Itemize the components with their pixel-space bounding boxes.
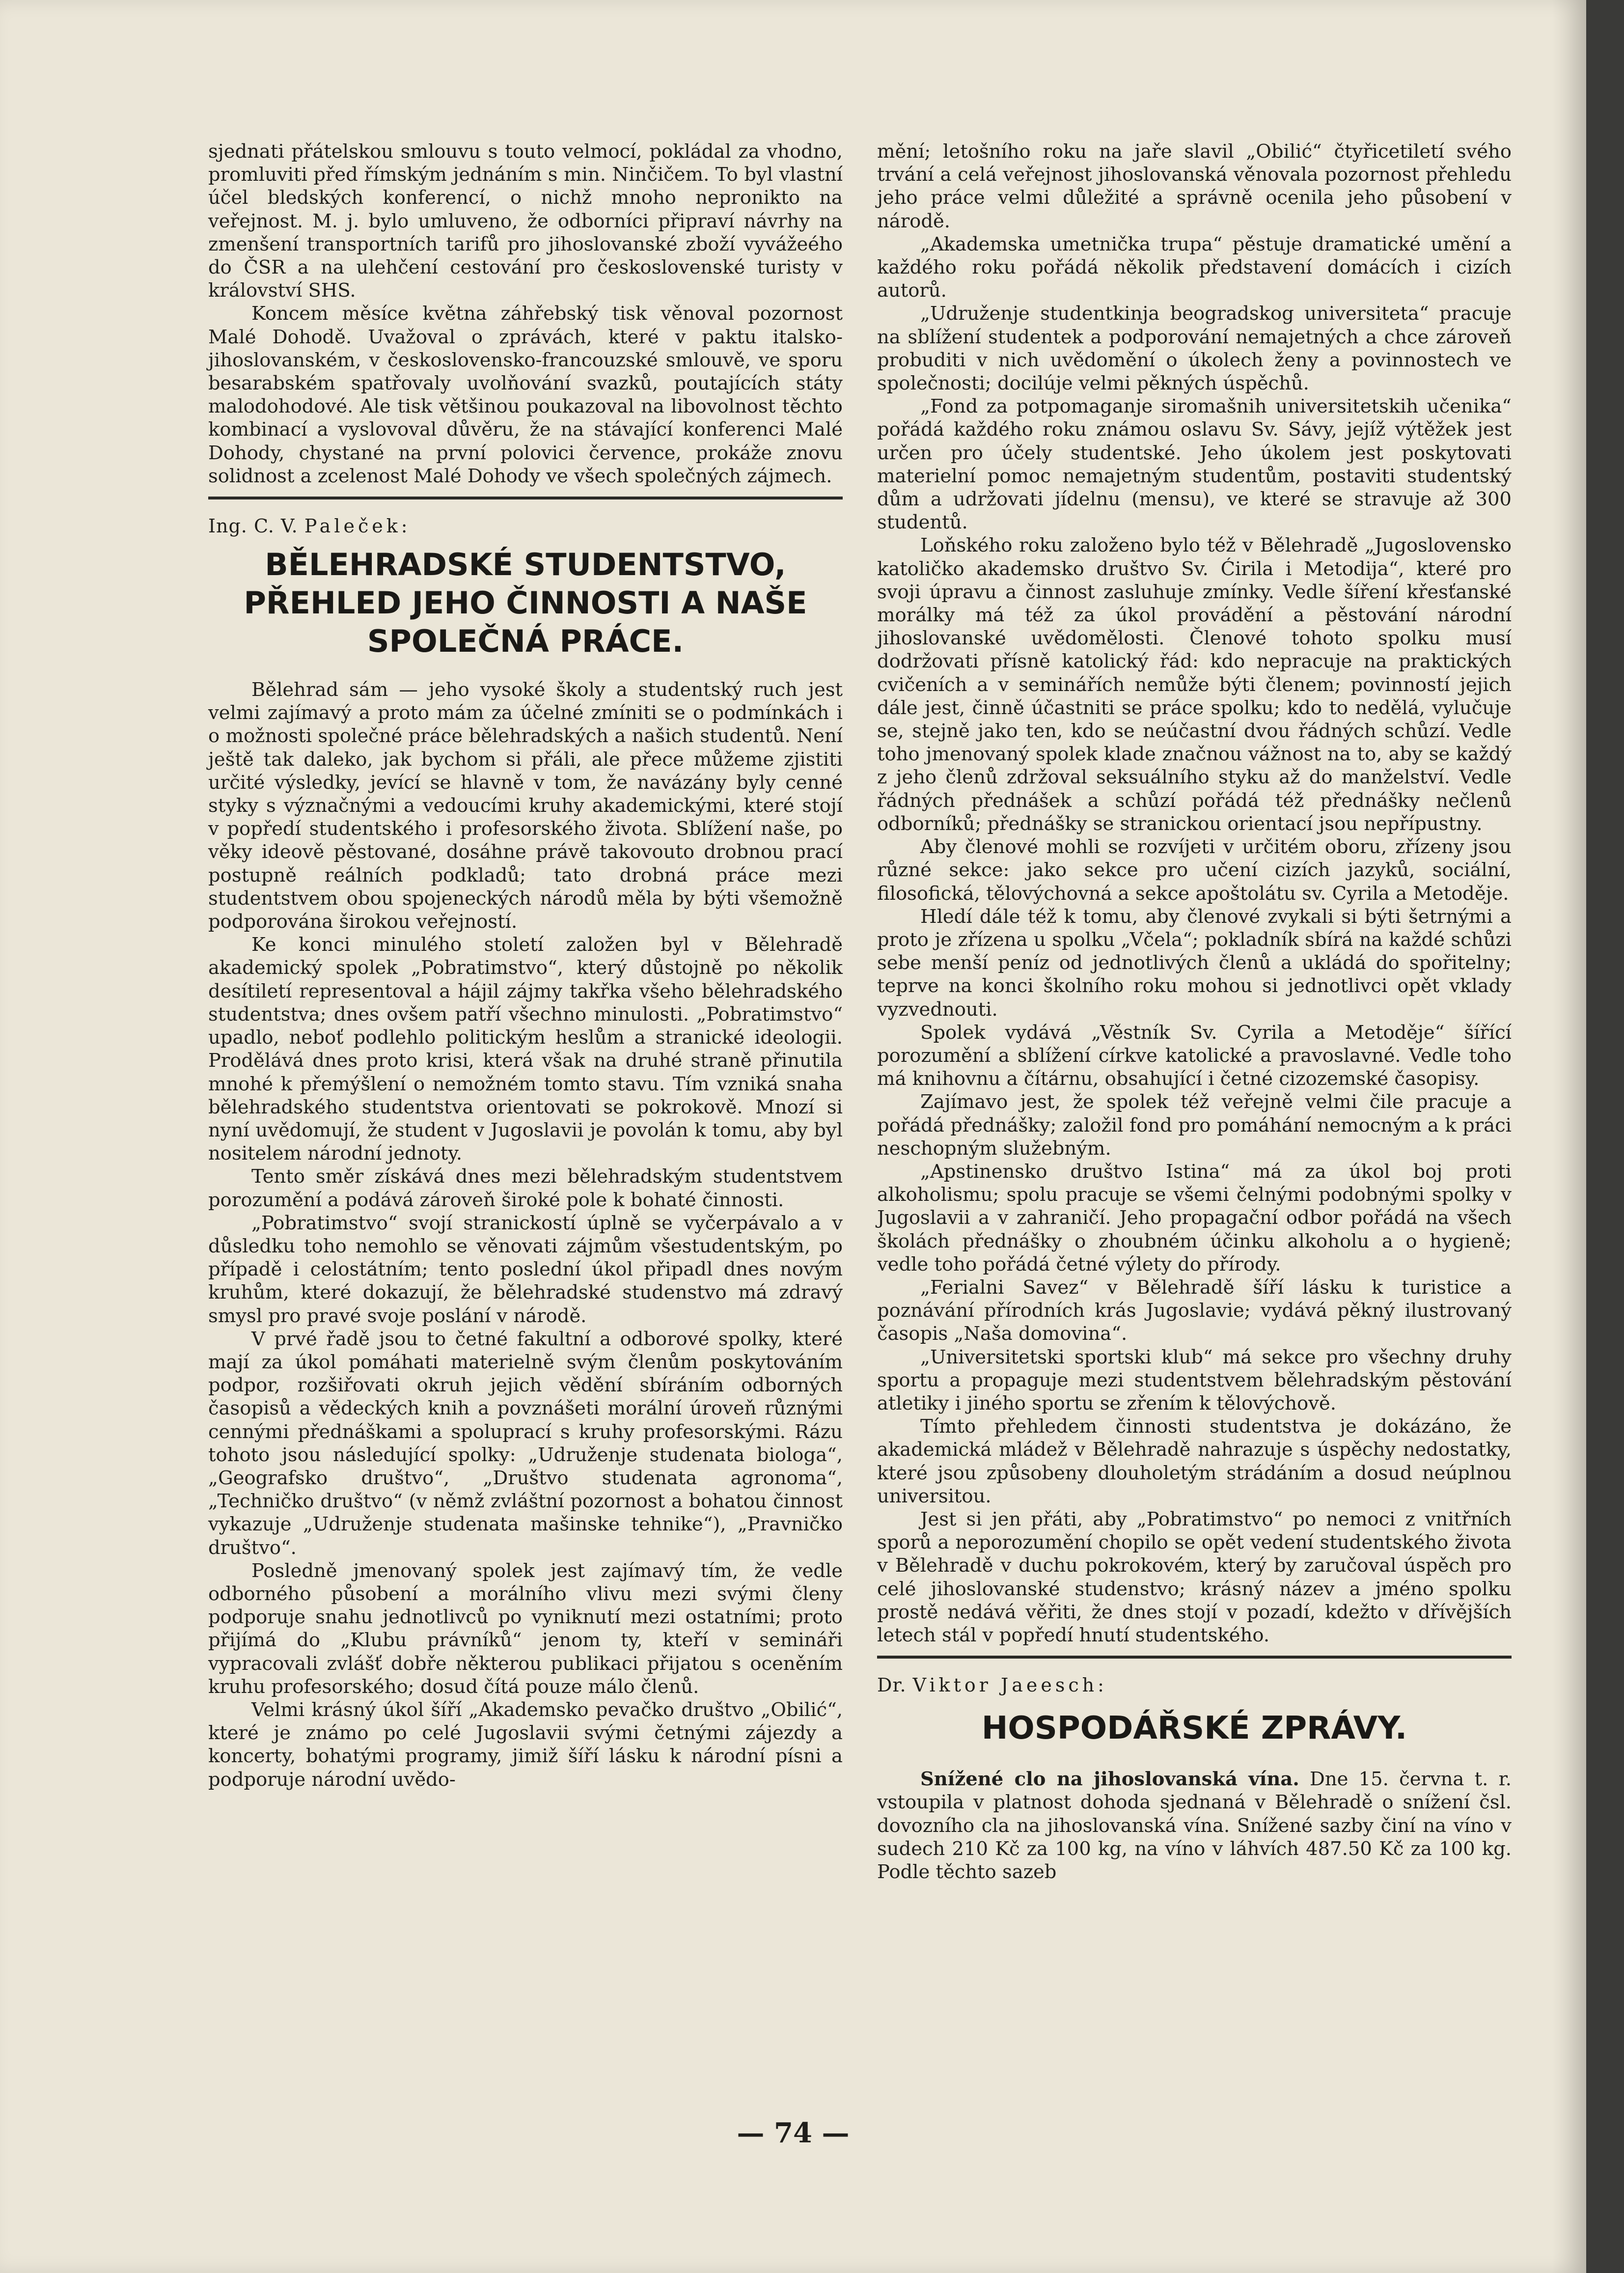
article-paragraph: Spolek vydává „Věstník Sv. Cyrila a Metoděje“ šířící porozumění a sblížení církve katolické a pravoslavné. Vedle toho má knihovnu a čítárnu, obsahující i četné cizozemské časopisy.	[877, 1021, 1512, 1090]
article-paragraph: Bělehrad sám — jeho vysoké školy a studentský ruch jest velmi zajímavý a proto mám za účelné zmíniti se o podmínkách i o možnosti společné práce bělehradských a našich studentů. Není ještě tak daleko, jak bychom si přáli, ale přece můžeme zjistiti určité výsledky, jevící se hlavně v tom, že navázány byly cenné styky s význačnými a vedoucími kruhy akademickými, které stojí v popředí studentského i profesorského života. Sblížení naše, po věky ideově pěstované, dosáhne právě takovouto drobnou prací postupně reálních podkladů; tato drobná práce mezi studentstvem obou spojeneckých národů měla by býti všemožně podporována širokou veřejností.	[208, 679, 843, 933]
article-paragraph: „Fond za potpomaganje siromašnih universitetskih učenika“ pořádá každého roku známou oslavu Sv. Sávy, jejíž výtěžek jest určen pro účely studentské. Jeho úkolem jest poskytovati materielní pomoc nemajetným studentům, postaviti studentský dům a udržovati jídelnu (mensu), ve které se stravuje až 300 studentů.	[877, 395, 1512, 534]
right-column	[877, 140, 1512, 1884]
article-paragraph: Tímto přehledem činnosti studentstva je dokázáno, že akademická mládež v Bělehradě nahrazuje s úspěchy nedostatky, které jsou způsobeny dlouholetým strádáním a dosud neúplnou universitou.	[877, 1415, 1512, 1507]
section-divider	[877, 1656, 1512, 1659]
byline-author: Viktor Jaeesch:	[912, 1674, 1107, 1696]
article-paragraph: „Akademska umetnička trupa“ pěstuje dramatické umění a každého roku pořádá několik představení domácích i cizích autorů.	[877, 233, 1512, 302]
section-byline	[877, 1673, 1512, 1697]
intro-paragraph: Koncem měsíce května záhřebský tisk věnoval pozornost Malé Dohodě. Uvažoval o zprávách, které v paktu italsko-jihoslovanském, v československo-francouzské smlouvě, ve sporu besarabském spatřovaly uvolňování svazků, poutajících státy malodohodové. Ale tisk většinou poukazoval na libovolnost těchto kombinací a vyslovoval důvěru, že na stávající konferenci Malé Dohody, chystané na první polovici července, prokáže znovu solidnost a zcelenost Malé Dohody ve všech společných zájmech.	[208, 303, 843, 487]
lead-text: Dne 15. června t. r. vstoupila v platnost dohoda sjednaná v Bělehradě o snížení čsl. dovozního cla na jihoslovanská vína. Snížené sazby činí na víno v sudech 210 Kč za 100 kg, na víno v láhvích 487.50 Kč za 100 kg. Podle těchto sazeb	[877, 1768, 1512, 1884]
page-number: — 74 —	[737, 2117, 850, 2149]
article-paragraph: „Apstinensko društvo Istina“ má za úkol boj proti alkoholismu; spolu pracuje se všemi čelnými podobnými spolky v Jugoslavii a v zahraničí. Jeho propagační odbor pořádá na všech školách přednášky o zhoubném účinku alkoholu a o hygieně; vedle toho pořádá četné výlety do přírody.	[877, 1160, 1512, 1275]
article-divider	[208, 497, 843, 499]
article-paragraph: Hledí dále též k tomu, aby členové zvykali si býti šetrnými a proto je zřízena u spolku „Včela“; pokladník sbírá na každé schůzi sebe menší peníz od jednotlivých členů a ukládá do spořitelny; teprve na konci školního roku mohou si jednotlivci opět vklady vyzvednouti.	[877, 905, 1512, 1021]
article-paragraph: Posledně jmenovaný spolek jest zajímavý tím, že vedle odborného působení a morálního vlivu mezi svými členy podporuje snahu jednotlivců po vyniknutí mezi ostatními; proto přijímá do „Klubu právníků“ jenom ty, kteří v semináři vypracovali zvlášť dobře některou publikaci přijatou s oceněním kruhu profesorského; dosud čítá pouze málo členů.	[208, 1559, 843, 1698]
article-title	[208, 546, 843, 661]
article-paragraph: V prvé řadě jsou to četné fakultní a odborové spolky, které mají za úkol pomáhati materielně svým členům poskytováním podpor, rozšiřovati okruh jejich vědění sbíráním odborných časopisů a vědeckých knih a povznášeti morální úroveň různými cennými přednáškami a spoluprací s kruhy profesorskými. Rázu tohoto jsou následující spolky: „Udruženje studenata biologa“, „Geografsko društvo“, „Društvo studenata agronoma“, „Techničko društvo“ (v němž zvláštní pozornost a bohatou činnost vykazuje „Udruženje studenata mašinske tehnike“), „Pravničko društvo“.	[208, 1328, 843, 1559]
left-column	[208, 140, 843, 1791]
article-paragraph: „Ferialni Savez“ v Bělehradě šíří lásku k turistice a poznávání přírodních krás Jugoslavie; vydává pěkný ilustrovaný časopis „Naša domovina“.	[877, 1276, 1512, 1345]
article-paragraph: Ke konci minulého století založen byl v Bělehradě akademický spolek „Pobratimstvo“, který důstojně po několik desítiletí representoval a hájil zájmy takřka všeho bělehradského studentstva; dnes ovšem patří všechno minulosti. „Pobratimstvo“ upadlo, neboť podlehlo politickým heslům a stranické ideologii. Prodělává dnes proto krisi, která však na druhé straně přinutila mnohé k přemýšlení o nemožném tomto stavu. Tím vzniká snaha bělehradského studentstva orientovati se pokrokově. Mnozí si nyní uvědomují, že student v Jugoslavii je povolán k tomu, aby byl nositelem národní jednoty.	[208, 934, 843, 1165]
article-paragraph: Aby členové mohli se rozvíjeti v určitém oboru, zřízeny jsou různé sekce: jako sekce pro učení cizích jazyků, sociální, filosofická, tělovýchovná a sekce apoštolátu sv. Cyrila a Metoděje.	[877, 836, 1512, 905]
byline-author: Paleček:	[304, 515, 411, 537]
article-paragraph: Velmi krásný úkol šíří „Akademsko pevačko društvo „Obilić“, které je známo po celé Jugoslavii svými četnými zájezdy a koncerty, bohatými programy, jimiž šíří lásku k národní písni a podporuje národní uvědo-	[208, 1698, 843, 1791]
article-title-line: PŘEHLED JEHO ČINNOSTI A NAŠE	[244, 585, 807, 621]
article-paragraph: mění; letošního roku na jaře slavil „Obilić“ čtyřicetiletí svého trvání a celá veřejnost jihoslovanská věnovala pozornost přehledu jeho práce velmi důležité a správně ocenila jeho působení v národě.	[877, 140, 1512, 232]
article-paragraph: Loňského roku založeno bylo též v Bělehradě „Jugoslovensko katoličko akademsko društvo Sv. Ćirila i Metodija“, které pro svoji úpravu a činnost zasluhuje zmínky. Vedle šíření křesťanské morálky má též za úkol provádění a pěstování národní jihoslovanské uvědomělosti. Členové tohoto spolku musí dodržovati přísně katolický řád: kdo nepracuje na praktických cvičeních a v seminářích nemůže býti členem; povinností jejich dále jest, činně účastniti se práce spolku; kdo to nedělá, vylučuje se, stejně jako ten, kdo se neúčastní dvou řádných schůzí. Vedle toho jmenovaný spolek klade značnou vážnost na to, aby se každý z jeho členů zdržoval seksuálního styku až do manželství. Vedle řádných přednášek a schůzí pořádá též přednášky nečlenů odborníků; přednášky se stranickou orientací jsou nepřípustny.	[877, 534, 1512, 835]
article-byline	[208, 514, 843, 538]
byline-prefix: Ing. C. V.	[208, 515, 304, 537]
article-paragraph: „Udruženje studentkinja beogradskog universiteta“ pracuje na sblížení studentek a podporování nemajetných a chce zároveň probuditi v nich uvědomění o úkolech ženy a povinnostech ve společnosti; docilúje velmi pěkných úspěchů.	[877, 303, 1512, 395]
lead-heading: Snížené clo na jihoslovanská vína.	[920, 1768, 1299, 1791]
article-title-line: SPOLEČNÁ PRÁCE.	[367, 623, 684, 660]
article-paragraph: Jest si jen přáti, aby „Pobratimstvo“ po nemoci z vnitřních sporů a neporozumění chopilo se opět vedení studentského života v Bělehradě v duchu pokrokovém, který by zaručoval úspěch pro celé jihoslovanské studenstvo; krásný název a jméno spolku prostě nedává věřiti, že dnes stojí v pozadí, kdežto v dřívějších letech stál v popředí hnutí studentského.	[877, 1508, 1512, 1646]
section-title: HOSPODÁŘSKÉ ZPRÁVY.	[981, 1710, 1407, 1747]
article-title-line: BĚLEHRADSKÉ STUDENTSTVO,	[265, 547, 786, 583]
article-paragraph: „Pobratimstvo“ svojí stranickostí úplně se vyčerpávalo a v důsledku toho nemohlo se věnovati zájmům všestudentským, po případě i celostátním; tento poslední úkol připadl dnes novým kruhům, které dokazují, že bělehradské studenstvo má zdravý smysl pro pravé svoje poslání v národě.	[208, 1212, 843, 1327]
intro-paragraph: sjednati přátelskou smlouvu s touto velmocí, pokládal za vhodno, promluviti před římským jednáním s min. Ninčičem. To byl vlastní účel bledských konferencí, o nichž mnoho nepronikto na veřejnost. M. j. bylo umluveno, že odborníci připraví návrhy na zmenšení transportních tarifů pro jihoslovanské zboží vyvážeého do ČSR a na ulehčení cestování pro československé turisty v království SHS.	[208, 140, 843, 302]
article-paragraph: „Universitetski sportski klub“ má sekce pro všechny druhy sportu a propaguje mezi studentstvem bělehradským pěstování atletiky i jiného sportu se zřením k tělovýchově.	[877, 1346, 1512, 1414]
section-lead-paragraph	[877, 1768, 1512, 1884]
byline-prefix: Dr.	[877, 1674, 913, 1696]
article-paragraph: Zajímavo jest, že spolek též veřejně velmi čile pracuje a pořádá přednášky; založil fond pro pomáhání nemocným a k práci neschopným služebným.	[877, 1091, 1512, 1160]
article-paragraph: Tento směr získává dnes mezi bělehradským studentstvem porozumění a podává zároveň široké pole k bohaté činnosti.	[208, 1165, 843, 1211]
